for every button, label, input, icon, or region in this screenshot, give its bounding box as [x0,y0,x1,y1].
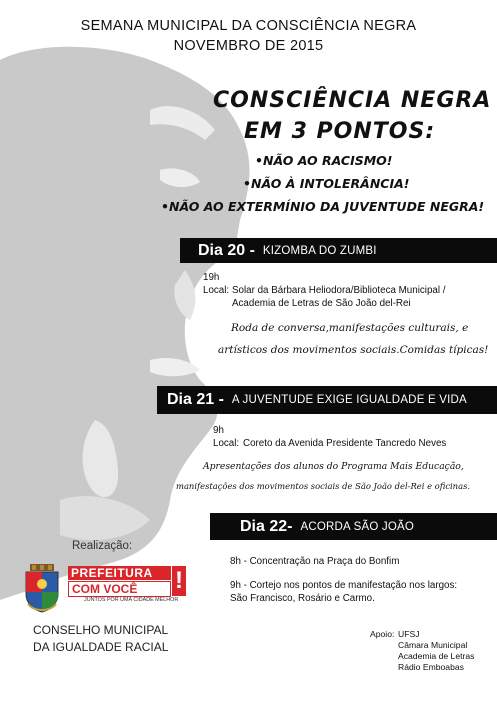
day-20-label: Dia 20 - [198,241,255,259]
apoio-item-4: Rádio Emboabas [398,662,464,672]
day-21-description-line-2: manifestações dos movimentos sociais de São João del-Rei e oficinas. [176,481,471,491]
day-20-bar [180,238,497,263]
day-22-bar [210,513,497,540]
point-2: •NÃO À INTOLERÂNCIA! [243,176,410,191]
day-21-theme: A JUVENTUDE EXIGE IGUALDADE E VIDA [231,394,467,406]
day-21-label: Dia 21 - [167,391,224,408]
day-21-bar [157,386,497,414]
apoio-label: Apoio: [370,629,395,639]
day-22-label: Dia 22- [240,517,293,535]
realizacao-label: Realização: [72,540,133,552]
day-22-schedule-2: 9h - Cortejo nos pontos de manifestação nos largos: [230,580,458,591]
day-20-description-line-1: Roda de conversa,manifestações culturais, e [231,322,469,334]
day-20-local-label: Local: [203,285,230,296]
council-line-2: DA IGUALDADE RACIAL [33,640,169,654]
headline-line-2: EM 3 PONTOS: [244,119,436,144]
apoio-item-3: Academia de Letras [398,651,475,661]
coat-of-arms-icon [20,564,64,614]
day-22-theme: ACORDA SÃO JOÃO [300,520,415,533]
day-20-local-line-1: Solar da Bárbara Heliodora/Biblioteca Municipal / [232,285,446,296]
day-21-description-line-1: Apresentações dos alunos do Programa Mais Educação, [203,461,464,472]
day-20-description-line-2: artísticos dos movimentos sociais.Comidas típicas! [218,344,489,356]
prefeitura-exclaim: ! [172,566,186,596]
day-21-local-label: Local: [213,438,240,449]
header-line-1: SEMANA MUNICIPAL DA CONSCIÊNCIA NEGRA [80,18,417,34]
prefeitura-logo-line-2: COM VOCÊ [68,581,171,597]
day-21-time: 9h [213,425,224,436]
prefeitura-logo-line-1: PREFEITURA [68,566,171,580]
day-21-local-line-1: Coreto da Avenida Presidente Tancredo Neves [243,438,447,449]
day-20-local-line-2: Academia de Letras de São João del-Rei [232,298,411,309]
prefeitura-tagline: JUNTOS POR UMA CIDADE MELHOR [84,597,179,603]
prefeitura-logo [68,566,188,604]
apoio-item-1: UFSJ [398,629,420,639]
day-20-theme: KIZOMBA DO ZUMBI [262,244,377,257]
apoio-item-2: Câmara Municipal [398,640,468,650]
headline-line-1: CONSCIÊNCIA NEGRA [213,88,492,113]
day-22-schedule-3: São Francisco, Rosário e Carmo. [230,593,375,604]
day-20-time: 19h [203,272,220,283]
point-1: •NÃO AO RACISMO! [255,153,393,168]
council-line-1: CONSELHO MUNICIPAL [33,623,169,637]
header-line-2: NOVEMBRO DE 2015 [173,38,324,54]
day-22-schedule-1: 8h - Concentração na Praça do Bonfim [230,556,400,567]
point-3: •NÃO AO EXTERMÍNIO DA JUVENTUDE NEGRA! [161,199,485,214]
